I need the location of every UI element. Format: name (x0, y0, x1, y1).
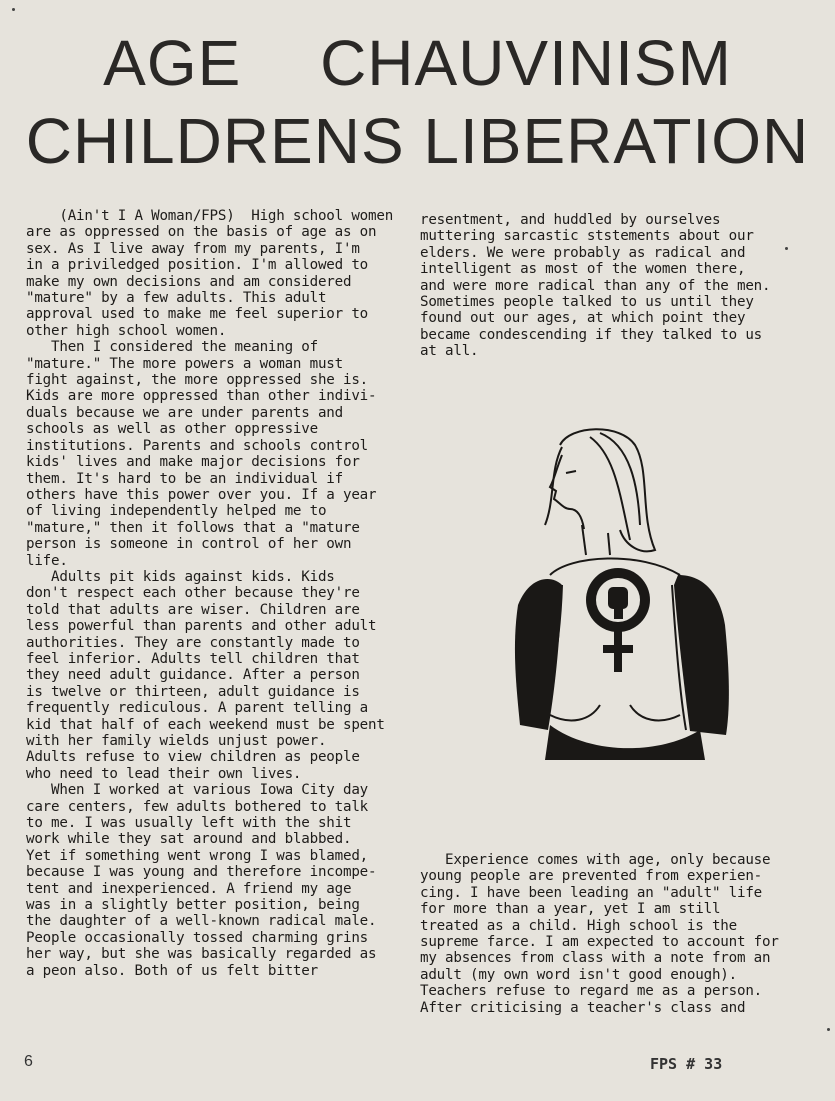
print-speck (827, 1028, 830, 1031)
article-right-column-top: resentment, and huddled by ourselves muttering sarcastic ststements about our elders. We were probably as radical and intelligent as most of the women there, and were more radical than any of the men. Sometimes people talked to us until they found out our ages, at which point they became condescending if they talked to us at all. (420, 212, 771, 360)
issue-label: FPS # 33 (650, 1055, 723, 1073)
page-number: 6 (24, 1053, 33, 1070)
headline-line-1: AGE CHAUVINISM (103, 27, 732, 99)
article-right-column-bottom: Experience comes with age, only because young people are prevented from experien- cing. I have been leading an "adult" life for more than a year, yet I am still treated as a child. High school is the supreme farce. I am expected to account for my absences from class with a note from an adult (my own word isn't good enough). Teachers refuse to regard me as a person. After criticising a teacher's class and (420, 852, 779, 1016)
print-speck (12, 8, 15, 11)
article-left-column: (Ain't I A Woman/FPS) High school women are as oppressed on the basis of age as on sex. As I live away from my parents, I'm in a priviledged position. I'm allowed to make my own decisions and am considered "mature" by a few adults. This adult approval used to make me feel superior to other high school women. Then I considered the meaning of "mature." The more powers a woman must fight against, the more oppressed she is. Kids are more oppressed than other indivi- duals because we are under parents and schools as well as other oppressive institutions. Parents and schools control kids' lives and make major decisions for them. It's hard to be an individual if others have this power over you. If a year of living independently helped me to "mature," then it follows that a "mature person is someone in control of her own life. Adults pit kids against kids. Kids don't respect each other because they're told that adults are wiser. Children are less powerful than parents and other adult authorities. They are constantly made to feel inferior. Adults tell children that they need adult guidance. After a person is twelve or thirteen, adult guidance is frequently rediculous. A parent telling a kid that half of each weekend must be spent with her family wields unjust power. Adults refuse to view children as people who need to lead their own lives. When I worked at various Iowa City day care centers, few adults bothered to talk to me. I was usually left with the shit work while they sat around and blabbed. Yet if something went wrong I was blamed, because I was young and therefore incompe- tent and inexperienced. A friend my age was in a slightly better position, being the daughter of a well-known radical male. People occasionally tossed charming grins her way, but she was basically regarded as a peon also. Both of us felt bitter (26, 208, 394, 979)
woman-illustration-icon (490, 425, 765, 770)
print-speck (785, 247, 788, 250)
headline-line-2: CHILDRENS LIBERATION (25, 105, 810, 177)
